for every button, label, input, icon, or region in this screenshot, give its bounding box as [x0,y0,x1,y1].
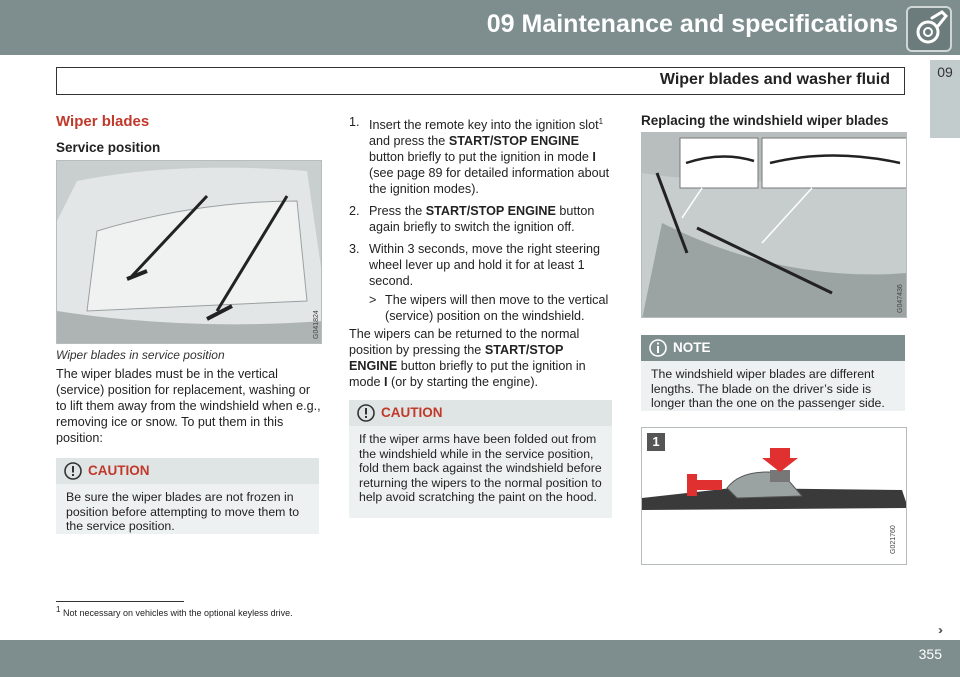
section-title: Wiper blades [56,113,150,130]
windshield-wiper-image [641,132,907,318]
caution-text: If the wiper arms have been folded out from the windshield while in the service position, fold them back against the windshield before returning the wipers to the normal position to help avoid scratching the paint on the hood. [359,432,602,504]
caution-title: CAUTION [88,463,150,478]
wrench-gear-icon [906,6,952,52]
body-paragraph: The wiper blades must be in the vertical (service) position for replacement, washing or to lift them away from the windshield when e.g., removing ice or snow. To put them in this position: [56,367,321,445]
warning-icon [64,462,82,480]
caution-title: CAUTION [381,405,443,420]
caution-callout-2 [349,400,612,518]
sub-list-item: > The wipers will then move to the vertical (service) position on the windshield. [369,293,609,324]
list-item: 1. Insert the remote key into the ignition slot$^1$ and press the START/STOP ENGINE button briefly to put the ignition in mode I (see page 89 for detailed information about the ignition modes). [349,115,610,197]
page-subtitle: Wiper blades and washer fluid [659,71,890,88]
note-header [641,335,905,361]
wiper-service-position-image [56,160,322,344]
note-text: The windshield wiper blades are different lengths. The blade on the driver’s side is longer than the one on the passenger side. [651,367,885,410]
steps-list [349,114,614,330]
step-label: 1 [647,433,665,451]
footer-bar [0,640,960,677]
list-item: 2. Press the START/STOP ENGINE button again briefly to switch the ignition off. [349,204,595,235]
chapter-tab-label: 09 [937,64,953,80]
chapter-title: 09 Maintenance and specifications [486,10,898,38]
caution-header [349,400,612,426]
footnote: $^1$ Not necessary on vehicles with the optional keyless drive. [56,605,293,618]
image-code: G047436 [897,284,904,313]
caution-callout [56,458,319,534]
note-title: NOTE [673,340,711,355]
return-paragraph: The wipers can be returned to the normal position by pressing the START/STOP ENGINE button briefly to put the ignition in mode I (or by starting the engine). [349,327,586,389]
image-caption: Wiper blades in service position [56,348,225,362]
warning-icon [357,404,375,422]
caution-header [56,458,319,484]
info-icon [649,339,667,357]
list-item: 3. Within 3 seconds, move the right steering wheel lever up and hold it for at least 1 second. > The wipers will then move to the vertical (service) position on the windshield. [349,241,614,324]
wiper-blade-release-image [641,427,907,565]
footnote-rule [56,601,184,602]
subtitle-box [56,67,905,95]
replacing-heading: Replacing the windshield wiper blades [641,113,889,128]
service-position-heading: Service position [56,140,161,155]
note-callout [641,335,905,411]
chapter-tab[interactable] [930,60,960,138]
image-code: G041824 [313,310,320,339]
caution-text: Be sure the wiper blades are not frozen in position before attempting to move them to the service position. [66,490,300,533]
image-code: G021760 [890,525,897,554]
double-chevron-right-icon[interactable]: ›› [938,623,940,637]
page-number: 355 [918,646,942,662]
